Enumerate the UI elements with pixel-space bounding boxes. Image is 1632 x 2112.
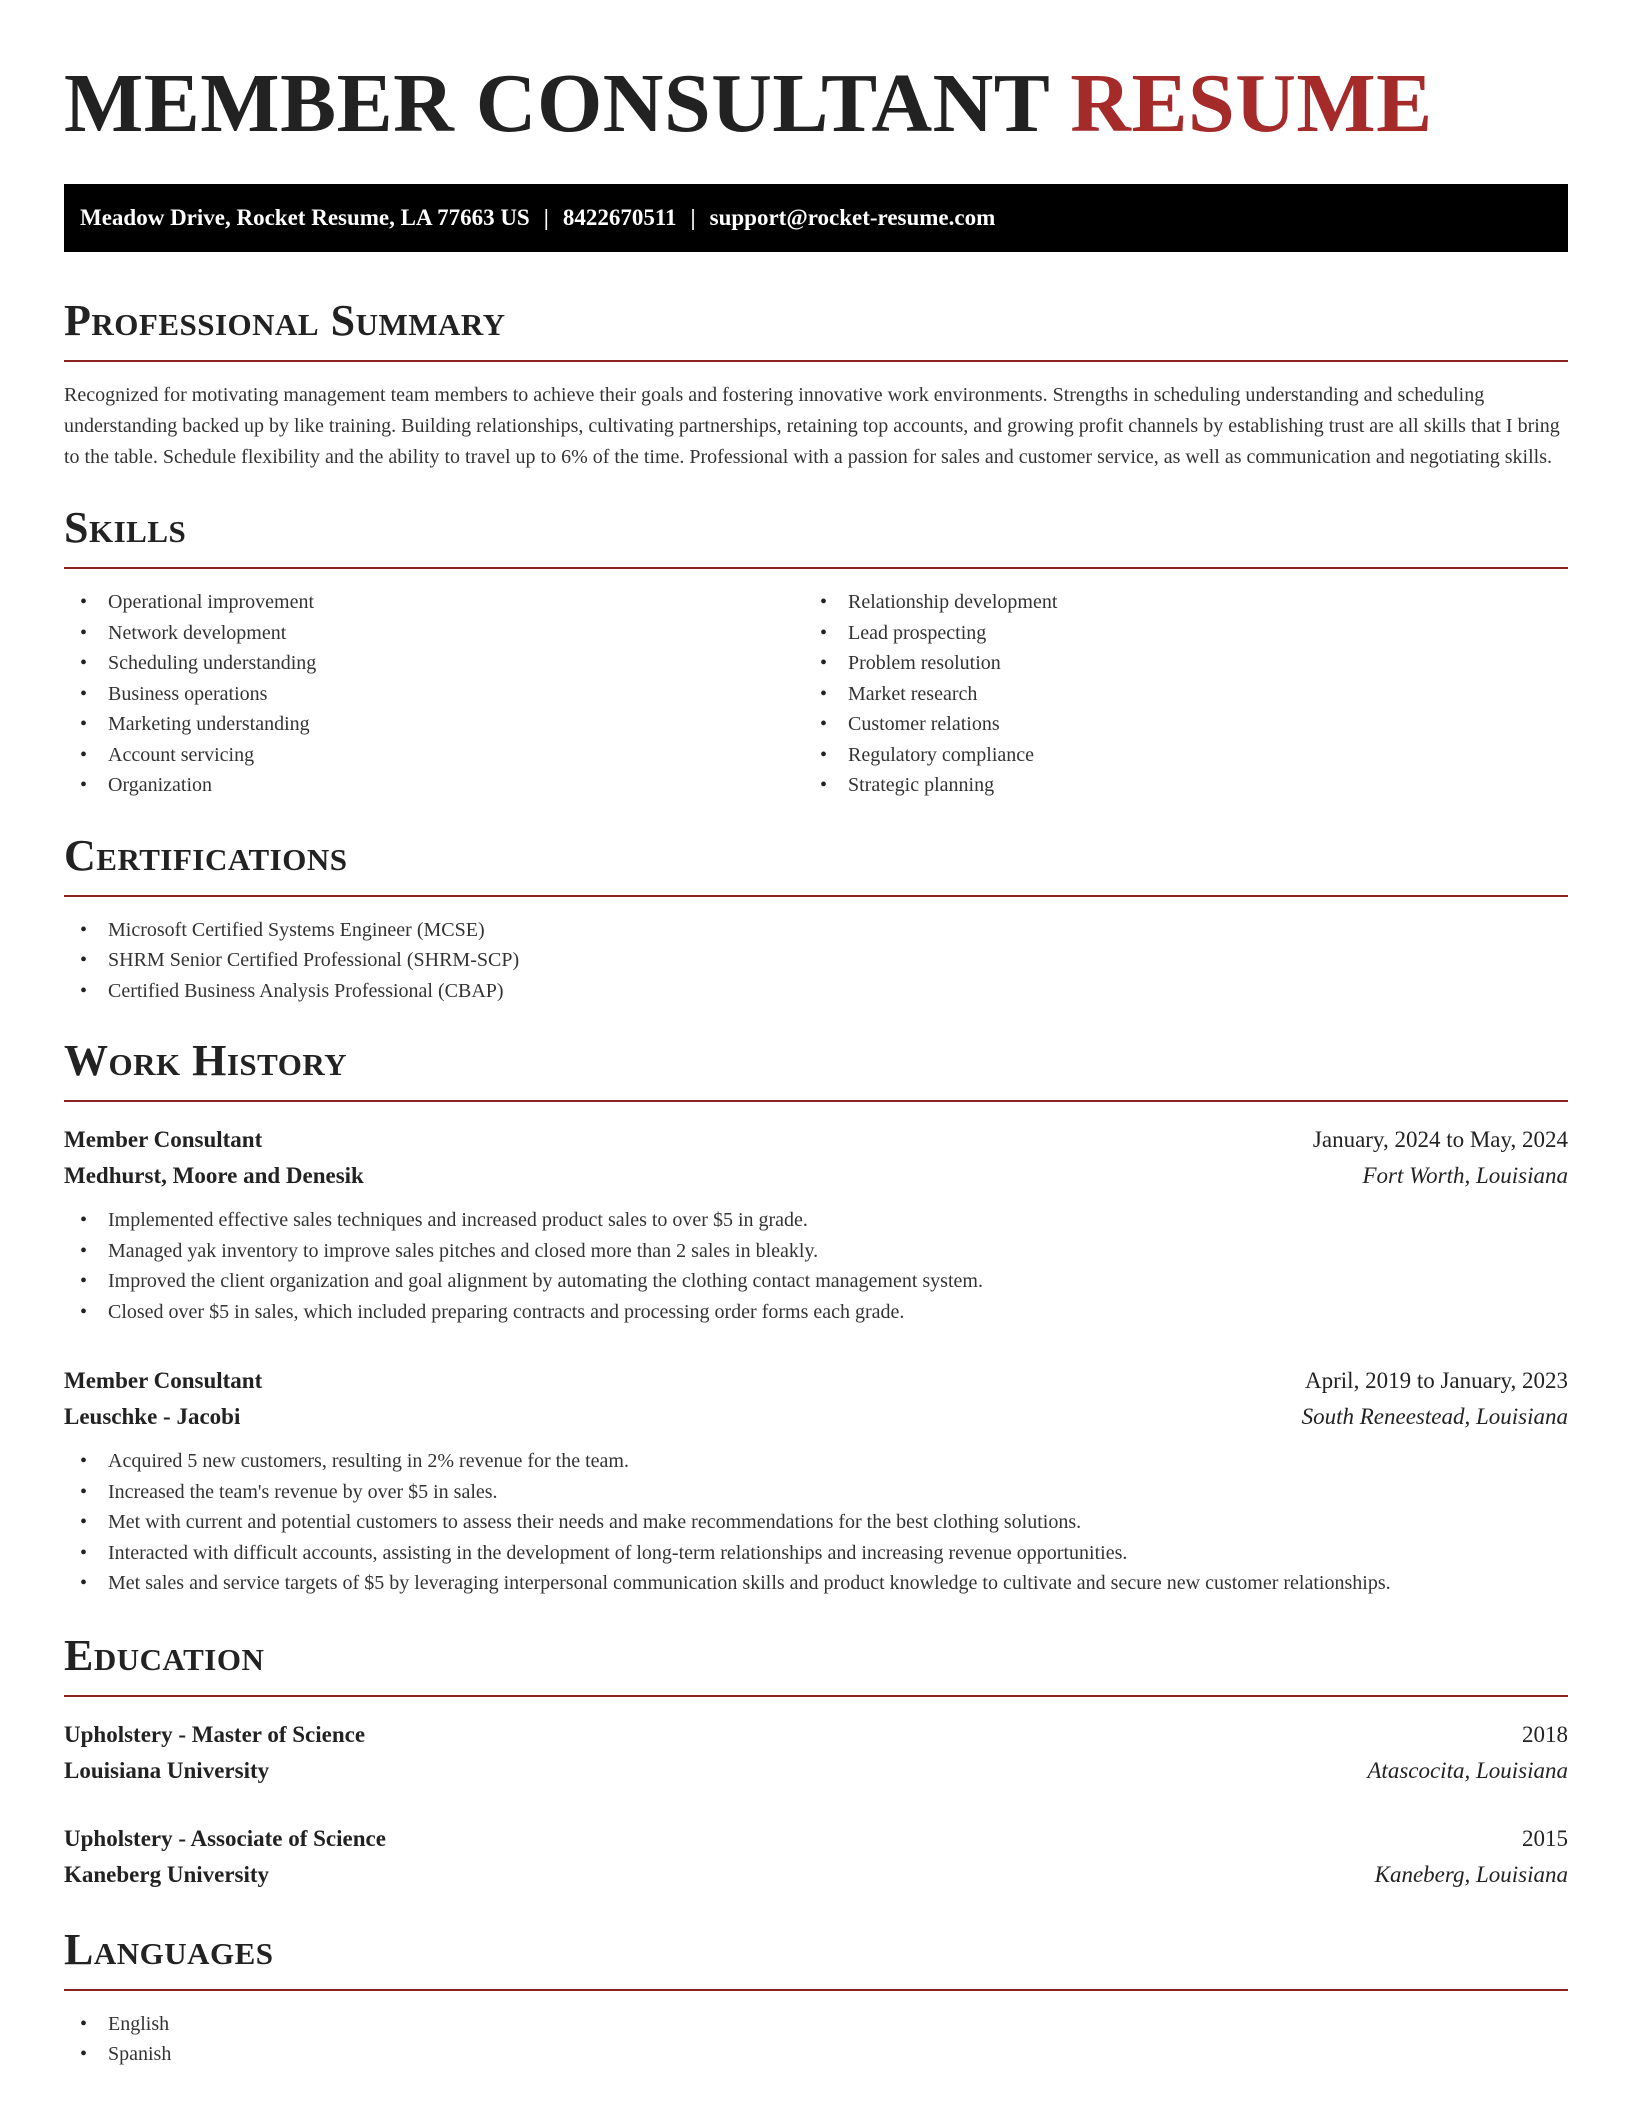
skill-item: • Operational improvement: [64, 587, 804, 618]
education-school: Kaneberg University: [64, 1861, 270, 1887]
education-degree-row: [64, 1717, 1568, 1753]
education-entry: [64, 1821, 1568, 1893]
certification-item: • Certified Business Analysis Professional (CBAP): [64, 976, 1568, 1007]
language-item: • English: [64, 2009, 1568, 2040]
summary-section: [64, 296, 1568, 473]
contact-separator: |: [690, 205, 696, 230]
skill-item: • Scheduling understanding: [64, 648, 804, 679]
section-divider: [64, 1989, 1568, 1991]
job-dates: January, 2024 to May, 2024: [1312, 1127, 1568, 1152]
job-location: South Reneestead, Louisiana: [1301, 1404, 1568, 1429]
languages-list: [64, 2009, 1568, 2070]
skill-item: • Lead prospecting: [804, 618, 1544, 649]
skill-item: • Regulatory compliance: [804, 740, 1544, 771]
education-location: Kaneberg, Louisiana: [1374, 1861, 1568, 1887]
resume-title: [64, 56, 1568, 152]
skill-item: • Strategic planning: [804, 770, 1544, 801]
job-company-row: [64, 1399, 1568, 1435]
certifications-section: [64, 831, 1568, 1007]
job-title: Member Consultant: [64, 1368, 263, 1393]
job-bullet: • Met with current and potential customers to assess their needs and make recommendations for the best clothing solutions.: [64, 1507, 1568, 1538]
skills-section: [64, 503, 1568, 801]
summary-text: Recognized for motivating management team members to achieve their goals and fostering innovative work environments. Strengths in scheduling understanding and scheduling understanding backed up by like training. Building relationships, cultivating partnerships, retaining top accounts, and growing profit channels by establishing trust are all skills that I bring to the table. Schedule flexibility and the ability to travel up to 6% of the time. Professional with a passion for sales and customer service, as well as communication and negotiating skills.: [64, 384, 1560, 468]
job-bullet: • Met sales and service targets of $5 by leveraging interpersonal communication skills and product knowledge to cultivate and secure new customer relationships.: [64, 1568, 1568, 1599]
skill-item: • Account servicing: [64, 740, 804, 771]
job-bullet: • Increased the team's revenue by over $5 in sales.: [64, 1477, 1568, 1508]
education-location: Atascocita, Louisiana: [1367, 1757, 1568, 1783]
languages-section: [64, 1925, 1568, 2070]
job-company-row: [64, 1158, 1568, 1194]
certifications-heading: Certifications: [64, 830, 348, 880]
resume-title-accent: RESUME: [1070, 57, 1433, 150]
job-entry: [64, 1122, 1568, 1327]
job-company: Leuschke - Jacobi: [64, 1404, 241, 1429]
education-entry: [64, 1717, 1568, 1789]
job-bullet: • Acquired 5 new customers, resulting in 2% revenue for the team.: [64, 1446, 1568, 1477]
section-divider: [64, 567, 1568, 569]
skill-item: • Business operations: [64, 679, 804, 710]
work-history-section: [64, 1036, 1568, 1599]
job-bullets: [64, 1205, 1568, 1327]
skills-grid: [64, 587, 1568, 801]
skill-item: • Customer relations: [804, 709, 1544, 740]
skill-item: • Market research: [804, 679, 1544, 710]
education-heading: Education: [64, 1630, 265, 1680]
job-title: Member Consultant: [64, 1127, 263, 1152]
skills-heading: Skills: [64, 503, 187, 552]
contact-bar: [64, 184, 1568, 252]
certification-item: • Microsoft Certified Systems Engineer (MCSE): [64, 915, 1568, 946]
job-header-row: [64, 1122, 1568, 1158]
skill-item: • Network development: [64, 618, 804, 649]
education-school-row: [64, 1857, 1568, 1893]
education-year: 2018: [1522, 1721, 1568, 1747]
job-bullet: • Closed over $5 in sales, which included preparing contracts and processing order forms each grade.: [64, 1297, 1568, 1328]
skills-list-right: [804, 587, 1544, 801]
skills-list-left: [64, 587, 804, 801]
language-item: • Spanish: [64, 2039, 1568, 2070]
resume-title-main: MEMBER CONSULTANT: [64, 57, 1049, 150]
contact-separator: |: [543, 205, 549, 230]
job-location: Fort Worth, Louisiana: [1362, 1163, 1568, 1188]
job-header-row: [64, 1363, 1568, 1399]
job-bullet: • Managed yak inventory to improve sales pitches and closed more than 2 sales in bleakly.: [64, 1236, 1568, 1267]
contact-phone: 8422670511: [562, 205, 677, 230]
education-year: 2015: [1522, 1825, 1568, 1851]
job-bullet: • Interacted with difficult accounts, assisting in the development of long-term relationships and increasing revenue opportunities.: [64, 1538, 1568, 1569]
section-divider: [64, 1100, 1568, 1102]
contact-email: support@rocket-resume.com: [709, 205, 996, 230]
job-dates: April, 2019 to January, 2023: [1305, 1368, 1568, 1393]
contact-address: Meadow Drive, Rocket Resume, LA 77663 US: [80, 205, 530, 230]
education-degree: Upholstery - Associate of Science: [64, 1825, 386, 1851]
languages-heading: Languages: [64, 1924, 274, 1974]
work-history-heading: Work History: [64, 1036, 348, 1085]
job-bullet: • Improved the client organization and goal alignment by automating the clothing contact management system.: [64, 1266, 1568, 1297]
job-bullet: • Implemented effective sales techniques and increased product sales to over $5 in grade.: [64, 1205, 1568, 1236]
education-school: Louisiana University: [64, 1757, 270, 1783]
education-degree: Upholstery - Master of Science: [64, 1721, 366, 1747]
certifications-list: [64, 915, 1568, 1007]
skill-item: • Problem resolution: [804, 648, 1544, 679]
education-school-row: [64, 1753, 1568, 1789]
education-degree-row: [64, 1821, 1568, 1857]
certification-item: • SHRM Senior Certified Professional (SHRM-SCP): [64, 945, 1568, 976]
skill-item: • Marketing understanding: [64, 709, 804, 740]
section-divider: [64, 360, 1568, 362]
skill-item: • Organization: [64, 770, 804, 801]
skill-item: • Relationship development: [804, 587, 1544, 618]
section-divider: [64, 1695, 1568, 1697]
summary-heading: Professional Summary: [64, 296, 506, 345]
job-entry: [64, 1363, 1568, 1599]
job-bullets: [64, 1446, 1568, 1599]
section-divider: [64, 895, 1568, 897]
education-section: [64, 1631, 1568, 1893]
job-company: Medhurst, Moore and Denesik: [64, 1163, 364, 1188]
